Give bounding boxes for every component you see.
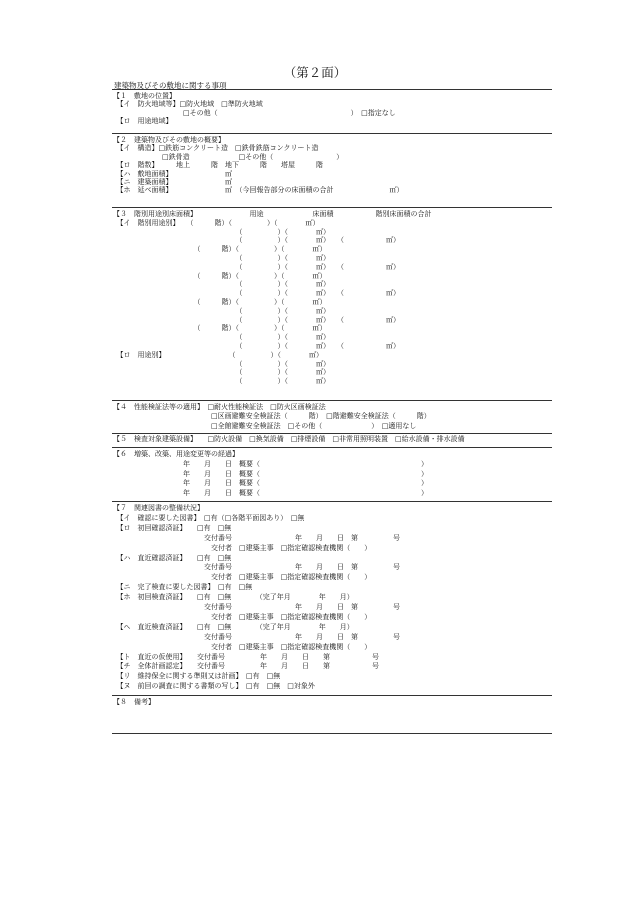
- form-line-performance: 【４ 性能検証法等の適用】 □耐火性能検証法 □防火区画検証法: [113, 403, 326, 411]
- form-line-overview: 【ニ 建築面積】 ㎡: [113, 178, 232, 186]
- form-line-floor-area: （ ）（ ㎡） （ ㎡）: [113, 289, 400, 298]
- form-line-floor-area: （ 階）（ ）（ ㎡）: [113, 271, 327, 280]
- form-line-documents: 交付番号 年 月 日 第 号: [113, 632, 400, 641]
- form-line-history: 年 月 日 概要（ ）: [113, 459, 428, 468]
- section-divider: [112, 89, 552, 90]
- form-line-floor-area: （ ）（ ㎡） （ ㎡）: [113, 262, 400, 271]
- form-line-floor-area: （ ）（ ㎡）: [113, 280, 330, 289]
- form-line-documents: 【リ 維持保全に関する準則又は計画】 □有 □無: [113, 672, 281, 681]
- form-line-documents: 【ヘ 直近検査済証】 □有 □無 （完了年月 年 月）: [113, 622, 354, 631]
- form-line-remarks: 【８ 備考】: [113, 698, 155, 706]
- form-line-floor-area: （ ）（ ㎡） （ ㎡）: [113, 315, 400, 324]
- form-line-floor-area: （ ）（ ㎡）: [113, 254, 330, 262]
- form-line-documents: 【ホ 初回検査済証】 □有 □無 （完了年月 年 月）: [113, 593, 354, 602]
- section-divider: [112, 133, 552, 134]
- form-line-floor-area: 【イ 階別用途別】 （ 階）（ ）（ ㎡）: [113, 218, 320, 227]
- form-line-documents: 【ニ 完了検査に要した図書】 □有 □無: [113, 583, 253, 592]
- form-line-floor-area: 【ロ 用途別】 （ ）（ ㎡）: [113, 350, 323, 359]
- form-line-overview: 【ロ 階数】 地上 階 地下 階 塔屋 階: [113, 161, 323, 170]
- form-line-overview: 【イ 構造】□鉄筋コンクリート造 □鉄骨鉄筋コンクリート造: [113, 144, 319, 153]
- form-line-floor-area: （ ）（ ㎡）: [113, 333, 330, 342]
- form-line-equipment: 【５ 検査対象建築設備】 □防火設備 □換気設備 □排煙設備 □非常用照明装置 □給水設備・排水設備: [113, 435, 465, 443]
- section-divider: [112, 207, 552, 208]
- form-line-floor-area: （ 階）（ ）（ ㎡）: [113, 245, 327, 254]
- section-divider: [112, 447, 552, 448]
- form-line-documents: 【チ 全体計画認定】 交付番号 年 月 日 第 号: [113, 662, 379, 671]
- form-line-history: 【６ 増築、改築、用途変更等の経過】: [113, 450, 239, 458]
- form-line-documents: 交付者 □建築主事 □指定確認検査機関（ ）: [113, 573, 372, 582]
- form-line-floor-area: 【３ 階別用途別床面積】 用途 床面積 階別床面積の合計: [113, 210, 432, 218]
- section-heading: 建築物及びその敷地に関する事項: [114, 81, 227, 90]
- form-line-performance: □区画避難安全検証法（ 階） □階避難安全検証法（ 階）: [113, 412, 431, 421]
- form-line-floor-area: （ ）（ ㎡）: [113, 306, 330, 315]
- section-divider: [112, 501, 552, 502]
- form-line-documents: 【ハ 直近確認済証】 □有 □無: [113, 553, 232, 562]
- form-line-floor-area: （ ）（ ㎡）: [113, 359, 330, 368]
- section-divider: [112, 433, 552, 434]
- form-line-documents: 交付番号 年 月 日 第 号: [113, 563, 400, 572]
- form-line-location: 【１ 敷地の位置】: [113, 92, 176, 100]
- form-line-location: □その他（ ） □指定なし: [113, 108, 396, 117]
- form-line-floor-area: （ ）（ ㎡）: [113, 377, 330, 386]
- form-line-floor-area: （ 階）（ ）（ ㎡）: [113, 298, 327, 306]
- form-line-documents: 交付者 □建築主事 □指定確認検査機関（ ）: [113, 612, 372, 621]
- form-line-documents: 交付者 □建築主事 □指定確認検査機関（ ）: [113, 543, 372, 552]
- section-divider: [112, 695, 552, 696]
- form-line-floor-area: （ ）（ ㎡） （ ㎡）: [113, 236, 400, 245]
- page-bottom-rule: [112, 733, 552, 734]
- form-line-documents: 【７ 関連図書の整備状況】: [113, 504, 204, 512]
- form-line-location: 【ロ 用途地域】: [113, 117, 173, 126]
- form-line-floor-area: （ 階）（ ）（ ㎡）: [113, 324, 327, 333]
- form-line-overview: 【ホ 延べ面積】 ㎡ （今回報告部分の床面積の合計 ㎡）: [113, 186, 404, 195]
- form-line-floor-area: （ ）（ ㎡）: [113, 368, 330, 377]
- form-line-floor-area: （ ）（ ㎡）: [113, 227, 330, 236]
- form-line-documents: 【ロ 初回確認済証】 □有 □無: [113, 523, 232, 532]
- form-line-overview: 【ハ 敷地面積】 ㎡: [113, 169, 232, 178]
- form-line-overview: 【２ 建築物及びその敷地の概要】: [113, 136, 225, 144]
- form-line-documents: 【ト 直近の仮使用】 交付番号 年 月 日 第 号: [113, 652, 379, 661]
- form-line-performance: □全館避難安全検証法 □その他（ ） □適用なし: [113, 421, 417, 430]
- form-line-documents: 【イ 確認に要した図書】 □有（□各階平面図あり） □無: [113, 513, 305, 522]
- section-divider: [112, 400, 552, 401]
- form-line-documents: 交付番号 年 月 日 第 号: [113, 603, 400, 611]
- form-line-documents: 【ヌ 前回の調査に関する書類の写し】 □有 □無 □対象外: [113, 682, 315, 691]
- form-line-documents: 交付者 □建築主事 □指定確認検査機関（ ）: [113, 642, 372, 651]
- form-line-overview: □鉄骨造 □その他（ ）: [113, 152, 344, 161]
- form-line-history: 年 月 日 概要（ ）: [113, 469, 428, 478]
- form-line-floor-area: （ ）（ ㎡） （ ㎡）: [113, 342, 400, 350]
- form-line-documents: 交付番号 年 月 日 第 号: [113, 533, 400, 542]
- form-line-location: 【イ 防火地域等】□防火地域 □準防火地域: [113, 100, 263, 109]
- form-line-history: 年 月 日 概要（ ）: [113, 489, 428, 498]
- page-title: （第２面）: [283, 65, 347, 80]
- form-line-history: 年 月 日 概要（ ）: [113, 479, 428, 488]
